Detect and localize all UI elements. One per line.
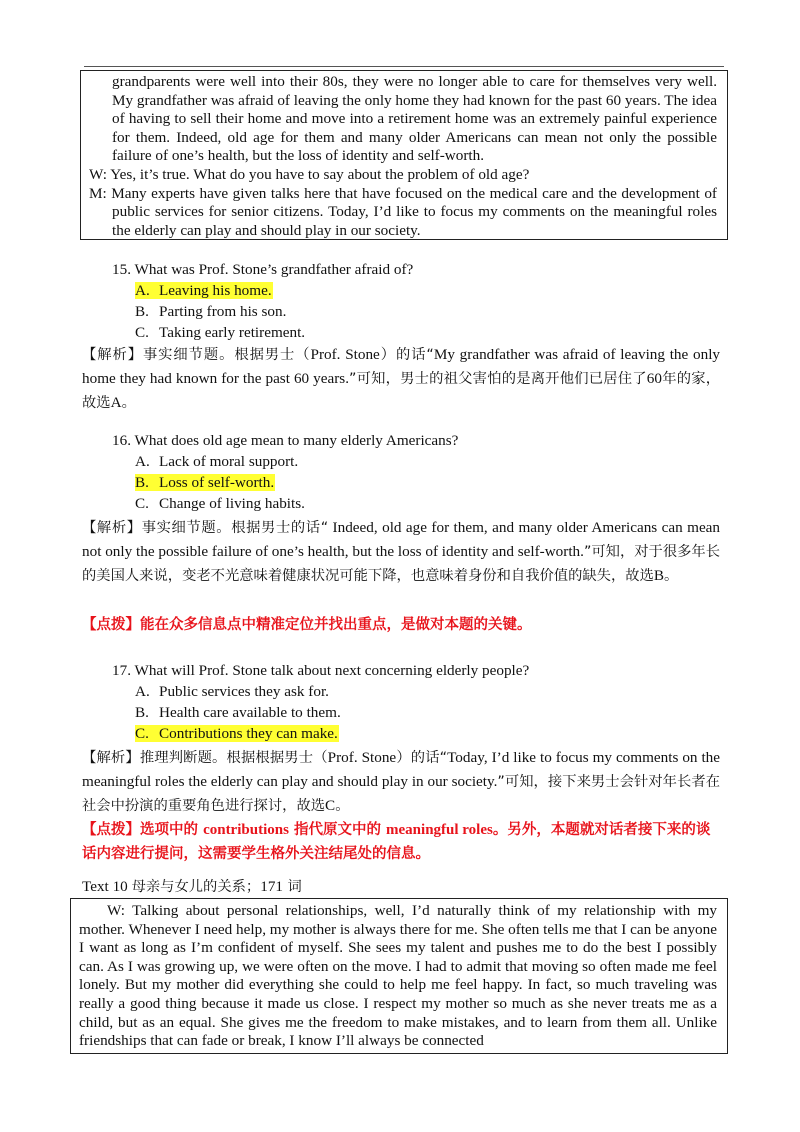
q16-option-a: A. Lack of moral support. xyxy=(135,453,299,470)
q16-explanation: 【解析】事实细节题。根据男士的话“ Indeed, old age for them, and many older Americans can mean not only the possible failure of one’s health, but the loss of identity and self-worth.”可知，对于很多年长的美国人来说，变老不光意味着健康状况可能下降，也意味着身份和自我价值的缺失，故选B。 xyxy=(82,519,721,584)
q17-option-b: B. Health care available to them. xyxy=(135,704,341,721)
q17-option-a: A. Public services they ask for. xyxy=(135,683,329,700)
text10-label: Text 10 母亲与女儿的关系；171 词 xyxy=(82,878,302,895)
q17-tip: 【点拨】选项中的 contributions 指代原文中的 meaningful roles。另外，本题就对话者接下来的谈话内容进行提问，这需要学生格外关注结尾处的信息。 xyxy=(82,822,711,862)
transcript-woman-line: W: Yes, it’s true. What do you have to say about the problem of old age? xyxy=(89,165,530,183)
q16-tip: 【点拨】能在众多信息点中精准定位并找出重点，是做对本题的关键。 xyxy=(82,617,532,633)
transcript-man-line: M: Many experts have given talks here that have focused on the medical care and the development of public services for senior citizens. Today, I’d like to focus my comments on the meaningful roles the elderly can play and should play in our society. xyxy=(89,184,717,239)
q17-option-c: C. Contributions they can make. xyxy=(135,725,338,742)
text10-transcript-box xyxy=(70,898,728,1054)
transcript-paragraph: grandparents were well into their 80s, they were no longer able to care for themselves very well. My grandfather was afraid of leaving the only home they had known for the past 60 years. The idea of having to sell their home and move into a retirement home was an extremely painful experience for them. Indeed, old age for them and many older Americans can mean not only the possible failure of one’s health, but the loss of identity and self-worth. xyxy=(112,73,717,165)
transcript-box xyxy=(80,70,728,240)
question-16: 16. What does old age mean to many elderly Americans? xyxy=(112,432,459,449)
q15-option-b: B. Parting from his son. xyxy=(135,303,287,320)
question-17: 17. What will Prof. Stone talk about next concerning elderly people? xyxy=(112,662,530,679)
q17-explanation: 【解析】推理判断题。根据根据男士（Prof. Stone）的话“Today, I’d like to focus my comments on the meaningful roles the elderly can play and should play in our society.”可知，接下来男士会针对年长者在社会中扮演的重要角色进行探讨，故选C。 xyxy=(82,749,721,814)
q15-option-c: C. Taking early retirement. xyxy=(135,324,306,341)
question-15: 15. What was Prof. Stone’s grandfather afraid of? xyxy=(112,261,414,278)
q15-option-a: A. Leaving his home. xyxy=(135,282,272,299)
page-top-rule xyxy=(84,66,724,67)
text10-transcript-paragraph: W: Talking about personal relationships, well, I’d naturally think of my relationship with my mother. Whenever I need help, my mother is always there for me. She often tells me that I can be anyone I want as long as I’m confident of myself. She sees my talent and pushes me to do the best I possibly can. As I was growing up, we were often on the move. I had to admit that moving so often made me feel lonely. But my mother did everything she could to help me feel happy. In fact, so much traveling was really a good thing because it made us close. I respect my mother so much as she never treats me as a child, but as an equal. She gives me the freedom to make mistakes, and to learn from them all. Unlike friendships that can fade or break, I know I’ll always be connected xyxy=(79,902,717,1050)
q16-option-c: C. Change of living habits. xyxy=(135,495,305,512)
q15-explanation: 【解析】事实细节题。根据男士（Prof. Stone）的话“My grandfather was afraid of leaving the only home they had known for the past 60 years.”可知，男士的祖父害怕的是离开他们已居住了60年的家，故选A。 xyxy=(82,346,721,411)
q16-option-b: B. Loss of self-worth. xyxy=(135,474,275,491)
